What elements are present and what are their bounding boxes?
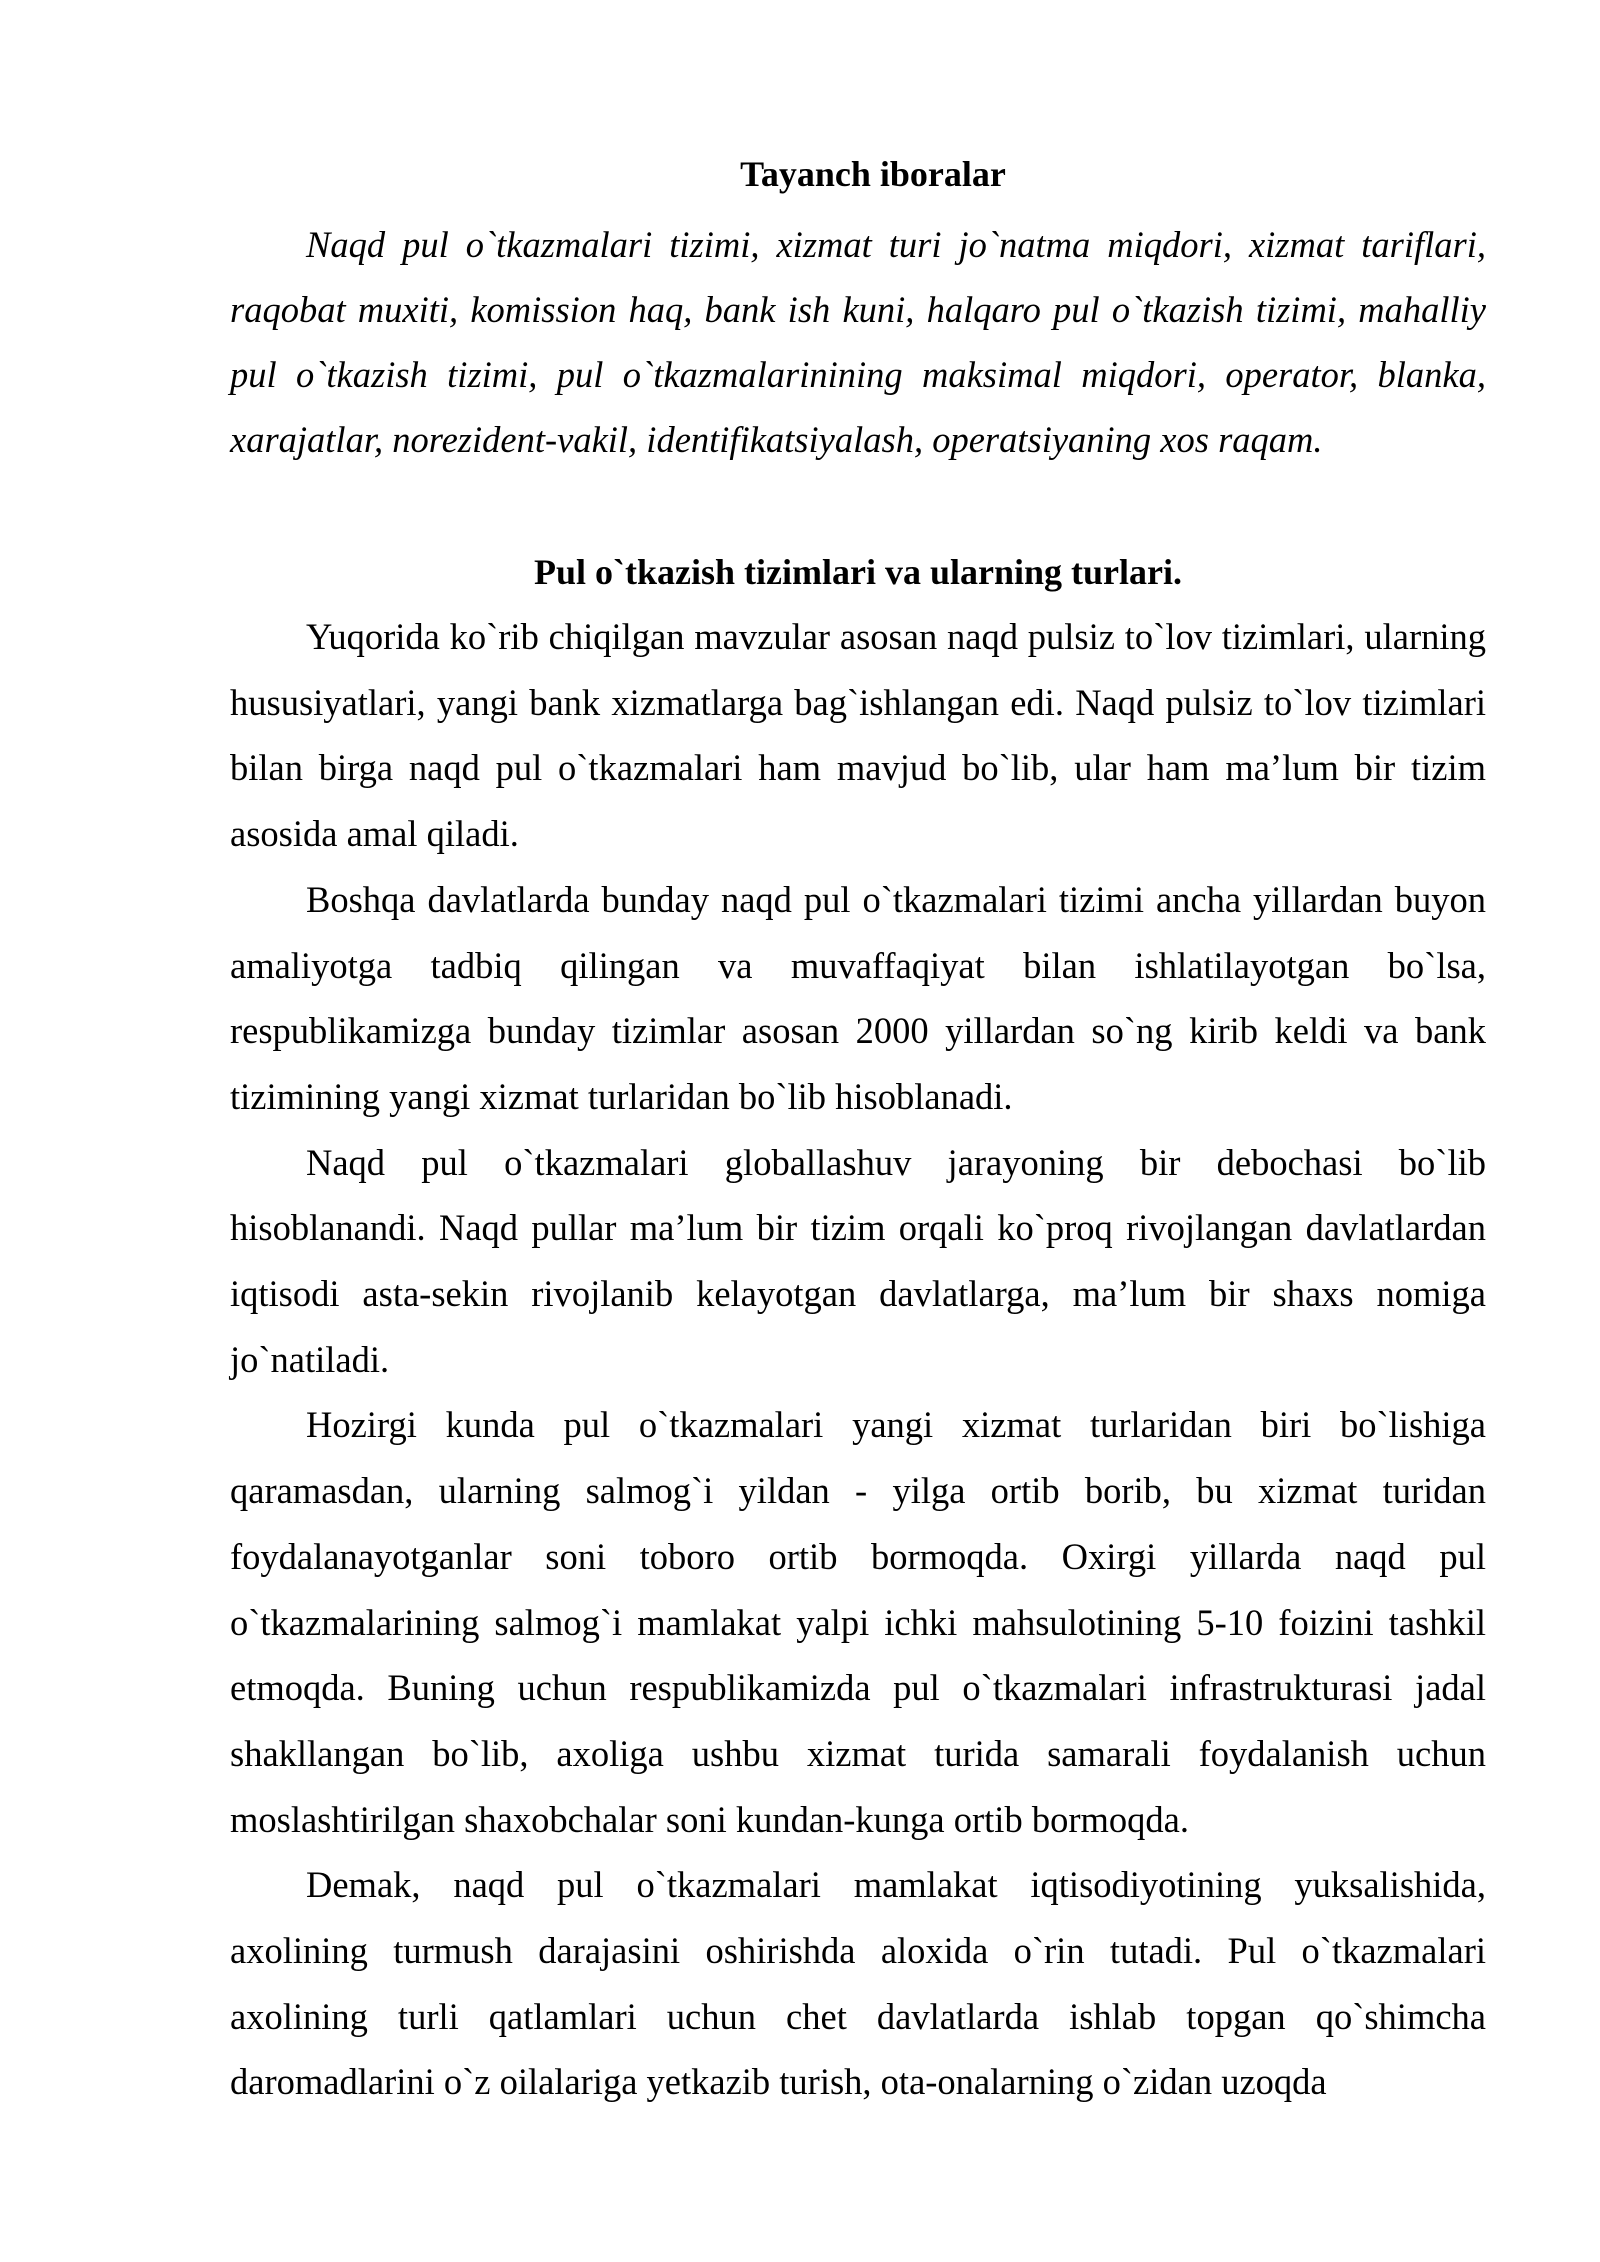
keywords-text: Naqd pul o`tkazmalari tizimi, xizmat turi jo`natma miqdori, xizmat tariflari, raqobat muxiti, komission haq, bank ish kuni, halqaro pul o`tkazish tizimi, mahalliy pul o`tkazish tizimi, pul o`tkazmalarinining maksimal miqdori, operator, blanka, xarajatlar, norezident-vakil, identifikatsiyalash, operatsiyaning xos raqam. [230,224,1486,460]
paragraph: Naqd pul o`tkazmalari globallashuv jarayoning bir debochasi bo`lib hisoblanandi. Naqd pullar ma’lum bir tizim orqali ko`proq rivojlangan davlatlardan iqtisodi asta-sekin rivojlanib kelayotgan davlatlarga, ma’lum bir shaxs nomiga jo`natiladi. [230,1141,1486,1380]
paragraph: Yuqorida ko`rib chiqilgan mavzular asosan naqd pulsiz to`lov tizimlari, ularning hususiyatlari, yangi bank xizmatlarga bag`ishlangan edi. Naqd pulsiz to`lov tizimlari bilan birga naqd pul o`tkazmalari ham mavjud bo`lib, ular ham ma’lum bir tizim asosida amal qiladi. [230,616,1486,855]
section-heading: Pul o`tkazish tizimlari va ularning turlari. [534,552,1182,592]
paragraph: Hozirgi kunda pul o`tkazmalari yangi xizmat turlaridan biri bo`lishiga qaramasdan, ularning salmog`i yildan - yilga ortib borib, bu xizmat turidan foydalanayotganlar soni toboro ortib bormoqda. Oxirgi yillarda naqd pul o`tkazmalarining salmog`i mamlakat yalpi ichki mahsulotining 5-10 foizini tashkil etmoqda. Buning uchun respublikamizda pul o`tkazmalari infrastrukturasi jadal shakllangan bo`lib, axoliga ushbu xizmat turida samarali foydalanish uchun moslashtirilgan shaxobchalar soni kundan-kunga ortib bormoqda. [230,1404,1486,1840]
paragraph: Boshqa davlatlarda bunday naqd pul o`tkazmalari tizimi ancha yillardan buyon amaliyotga tadbiq qilingan va muvaffaqiyat bilan ishlatilayotgan bo`lsa, respublikamizga bunday tizimlar asosan 2000 yillardan so`ng kirib keldi va bank tizimining yangi xizmat turlaridan bo`lib hisoblanadi. [230,878,1486,1117]
keywords-heading: Tayanch iboralar [740,154,1006,194]
paragraph: Demak, naqd pul o`tkazmalari mamlakat iqtisodiyotining yuksalishida, axolining turmush darajasini oshirishda aloxida o`rin tutadi. Pul o`tkazmalari axolining turli qatlamlari uchun chet davlatlarda ishlab topgan qo`shimcha daromadlarini o`z oilalariga yetkazib turish, ota-onalarning o`zidan uzoqda [230,1864,1486,2103]
document-page [230,150,1486,2115]
